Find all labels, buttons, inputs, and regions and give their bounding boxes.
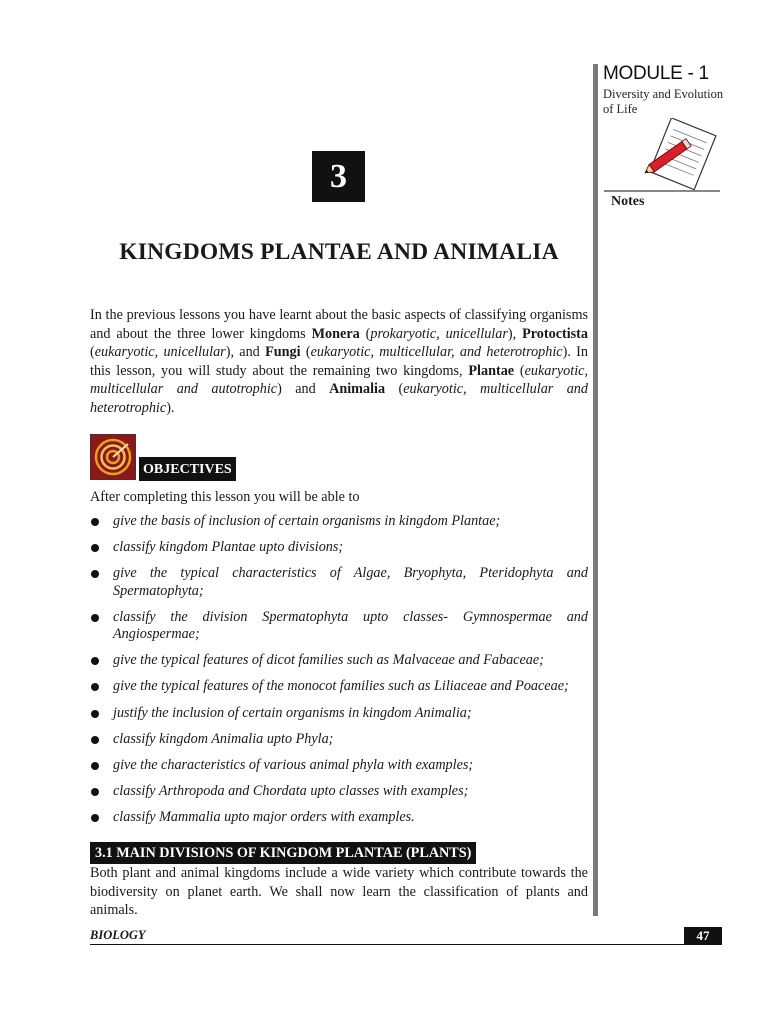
objective-item bbox=[90, 539, 588, 557]
intro-run: Fungi bbox=[265, 344, 301, 360]
objective-text: give the characteristics of various animal phyla with examples; bbox=[113, 756, 474, 773]
objective-text: give the basis of inclusion of certain organisms in kingdom Plantae; bbox=[113, 513, 501, 529]
intro-run: ), and bbox=[225, 344, 266, 360]
intro-run: eukaryotic, multicellular and autotrophic bbox=[90, 362, 588, 397]
bullet-icon bbox=[91, 614, 99, 622]
objectives-lead: After completing this lesson you will be able to bbox=[90, 489, 360, 505]
module-title: MODULE - 1 bbox=[603, 63, 709, 84]
section-paragraph: Both plant and animal kingdoms include a wide variety which contribute towards the biodiversity on planet earth. We shall now learn the classification of plants and animals. bbox=[90, 865, 588, 918]
footer-subject: BIOLOGY bbox=[90, 928, 146, 942]
bullet-icon bbox=[91, 570, 99, 578]
objective-item bbox=[90, 783, 588, 801]
bullet-icon bbox=[91, 814, 99, 822]
notes-label: Notes bbox=[611, 194, 645, 209]
objective-text: classify kingdom Animalia upto Phyla; bbox=[113, 730, 334, 747]
margin-rule bbox=[593, 64, 598, 916]
bullet-icon bbox=[91, 788, 99, 796]
objective-text: give the typical features of the monocot families such as Liliaceae and Poaceae; bbox=[113, 678, 569, 695]
objectives-label: OBJECTIVES bbox=[139, 457, 236, 481]
module-subtitle: Diversity and Evolution of Life bbox=[603, 87, 724, 116]
objective-text: classify Mammalia upto major orders with examples. bbox=[113, 808, 415, 825]
intro-run: ( bbox=[300, 344, 311, 360]
page-number: 47 bbox=[684, 927, 722, 945]
objective-item bbox=[90, 609, 588, 644]
intro-run: Protoctista bbox=[522, 325, 588, 342]
intro-run: ). bbox=[166, 399, 175, 416]
intro-run: ( bbox=[90, 344, 95, 360]
bullet-icon bbox=[91, 518, 99, 526]
bullet-icon bbox=[91, 544, 99, 552]
intro-run: ) and bbox=[277, 381, 330, 397]
intro-run: eukaryotic, multicellular and heterotrophic bbox=[90, 381, 588, 416]
objectives-list bbox=[90, 513, 588, 835]
target-spiral-icon bbox=[90, 434, 136, 480]
objective-item bbox=[90, 513, 588, 531]
bullet-icon bbox=[91, 710, 99, 718]
intro-run: In the previous lessons you have learnt about the basic aspects of classifying organisms and about the three lower kingdoms bbox=[90, 307, 588, 342]
intro-run: eukaryotic, multicellular, and heterotrophic bbox=[310, 344, 563, 360]
objective-text: give the typical features of dicot families such as Malvaceae and Fabaceae; bbox=[113, 652, 544, 669]
notepad-pencil-icon bbox=[600, 118, 724, 198]
objective-text: classify Arthropoda and Chordata upto classes with examples; bbox=[113, 782, 469, 799]
intro-run: Animalia bbox=[329, 381, 386, 397]
objective-item bbox=[90, 809, 588, 827]
intro-run: ( bbox=[359, 325, 371, 342]
intro-run: ). In this lesson, you will study about the remaining two kingdoms, bbox=[90, 344, 588, 379]
intro-run: Monera bbox=[311, 325, 360, 342]
intro-run: prokaryotic, unicellular bbox=[370, 325, 508, 342]
intro-run: ( bbox=[385, 381, 404, 397]
chapter-title: KINGDOMS PLANTAE AND ANIMALIA bbox=[119, 239, 559, 265]
footer-rule bbox=[90, 944, 722, 945]
objective-item bbox=[90, 731, 588, 749]
intro-paragraph bbox=[90, 306, 588, 417]
bullet-icon bbox=[91, 657, 99, 665]
objective-item bbox=[90, 678, 588, 696]
objective-item bbox=[90, 565, 588, 600]
objective-item bbox=[90, 757, 588, 775]
objective-text: classify the division Spermatophyta upto classes- Gymnospermae and Angiospermae; bbox=[113, 608, 588, 643]
intro-run: eukaryotic, unicellular bbox=[94, 344, 226, 360]
bullet-icon bbox=[91, 762, 99, 770]
objective-text: give the typical characteristics of Algae, Bryophyta, Pteridophyta and Spermatophyta; bbox=[113, 565, 588, 599]
objective-text: classify kingdom Plantae upto divisions; bbox=[113, 539, 344, 556]
bullet-icon bbox=[91, 683, 99, 691]
objective-item bbox=[90, 652, 588, 670]
section-heading: 3.1 MAIN DIVISIONS OF KINGDOM PLANTAE (PLANTS) bbox=[90, 842, 476, 864]
chapter-number: 3 bbox=[312, 151, 365, 202]
objective-text: justify the inclusion of certain organisms in kingdom Animalia; bbox=[113, 704, 472, 721]
bullet-icon bbox=[91, 736, 99, 744]
intro-run: ), bbox=[507, 325, 523, 342]
objective-item bbox=[90, 705, 588, 723]
intro-run: Plantae bbox=[468, 362, 515, 379]
intro-run: ( bbox=[514, 362, 525, 379]
